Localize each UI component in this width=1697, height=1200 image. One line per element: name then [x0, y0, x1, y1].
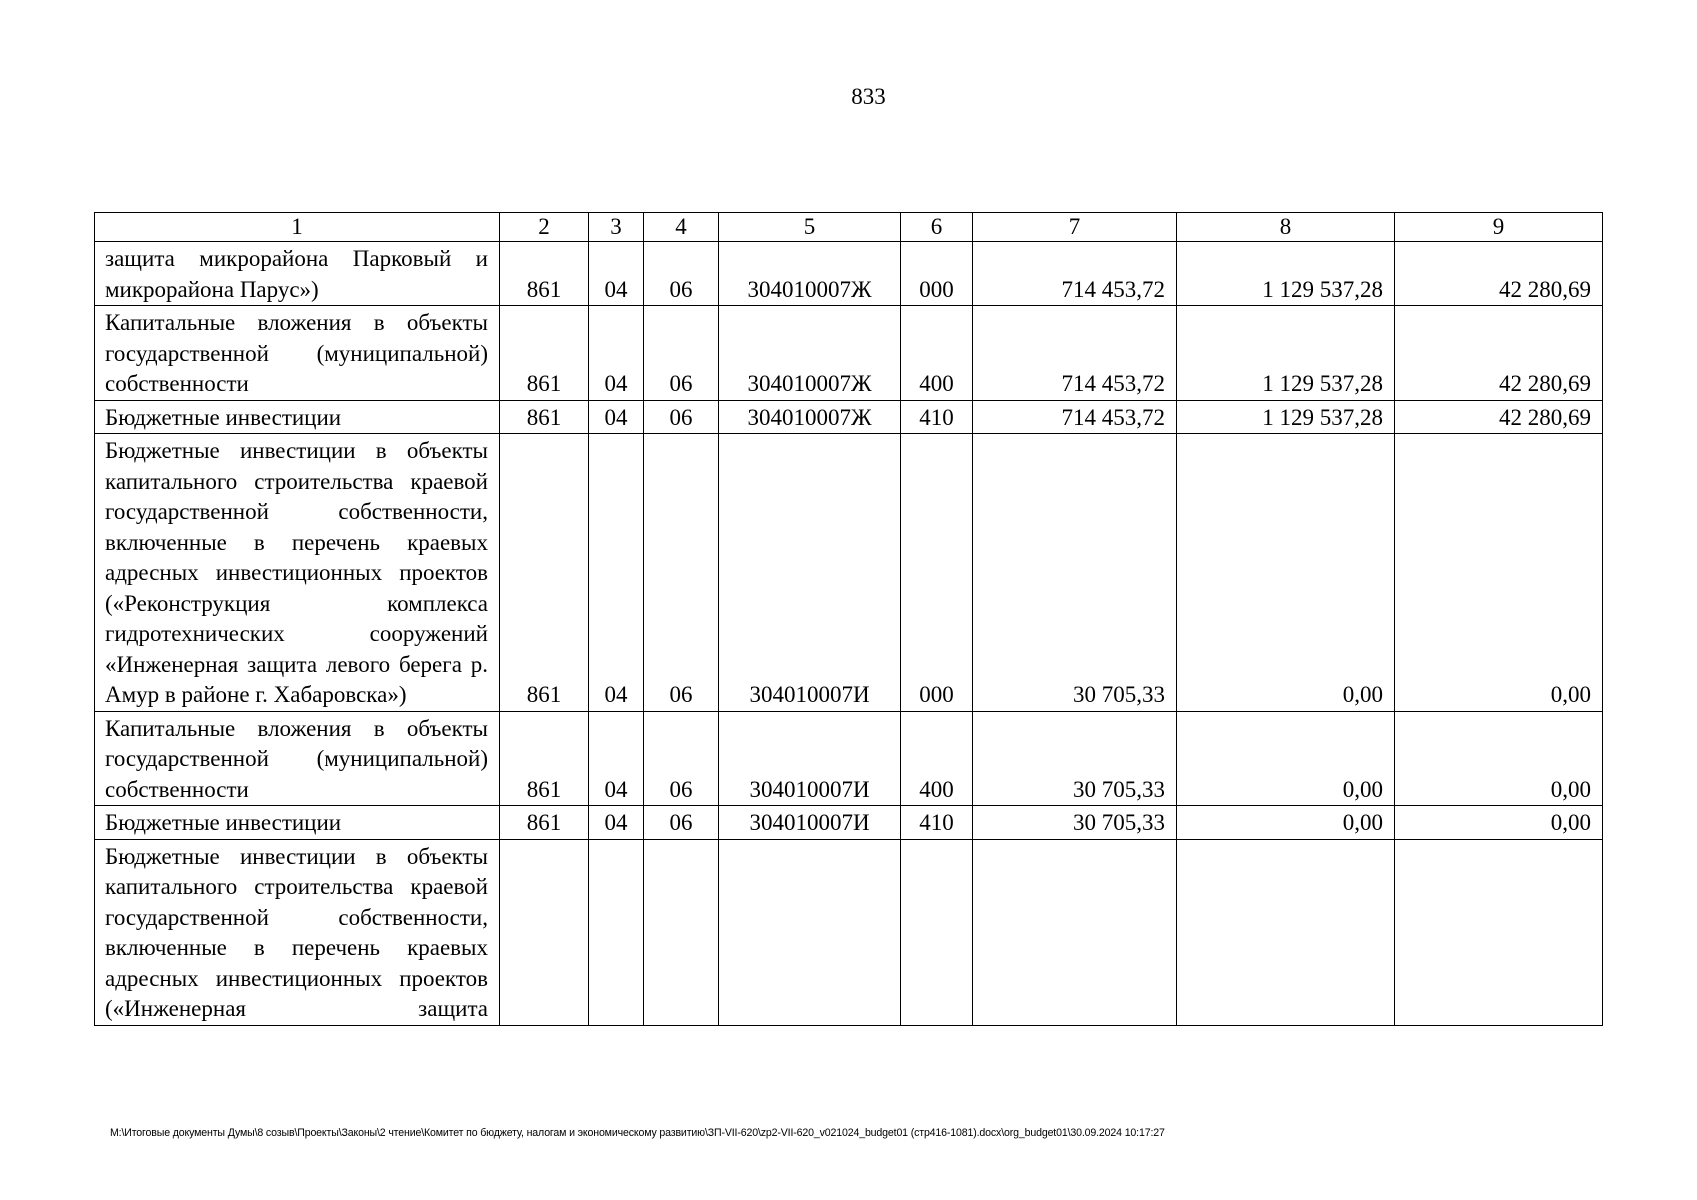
cell-subsection: 06	[644, 806, 719, 840]
row-name-cell: Бюджетные инвестиции в объекты капитального строительства краевой государственной собственности, включенные в перечень краевых адресных инвестиционных проектов («Инженерная защита	[95, 839, 500, 1025]
cell-section	[589, 839, 644, 1025]
cell-ministry: 861	[500, 806, 589, 840]
row-name-cell: Бюджетные инвестиции	[95, 806, 500, 840]
cell-expense-type: 400	[901, 711, 973, 806]
cell-expense-type: 410	[901, 400, 973, 434]
page-number: 833	[851, 84, 886, 109]
column-header: 9	[1395, 213, 1603, 242]
cell-amount-col7: 714 453,72	[973, 400, 1177, 434]
cell-ministry	[500, 839, 589, 1025]
column-header: 1	[95, 213, 500, 242]
table-row	[95, 806, 1603, 840]
row-name-cell: Бюджетные инвестиции	[95, 400, 500, 434]
column-header: 2	[500, 213, 589, 242]
cell-section: 04	[589, 711, 644, 806]
cell-amount-col8: 1 129 537,28	[1177, 306, 1395, 401]
table-row	[95, 839, 1603, 1025]
cell-amount-col7: 30 705,33	[973, 434, 1177, 712]
cell-amount-col7: 30 705,33	[973, 711, 1177, 806]
row-name-cell: Бюджетные инвестиции в объекты капитального строительства краевой государственной собственности, включенные в перечень краевых адресных инвестиционных проектов («Реконструкция комплекса гидротехнических сооружений «Инженерная защита левого берега р. Амур в районе г. Хабаровска»)	[95, 434, 500, 712]
cell-amount-col8: 1 129 537,28	[1177, 242, 1395, 306]
column-header: 6	[901, 213, 973, 242]
cell-expense-type: 000	[901, 242, 973, 306]
cell-amount-col9: 0,00	[1395, 711, 1603, 806]
cell-subsection	[644, 839, 719, 1025]
cell-target-article	[719, 839, 901, 1025]
cell-amount-col8: 0,00	[1177, 434, 1395, 712]
table-row	[95, 306, 1603, 401]
table-row	[95, 434, 1603, 712]
cell-subsection: 06	[644, 306, 719, 401]
cell-amount-col9: 42 280,69	[1395, 400, 1603, 434]
cell-ministry: 861	[500, 306, 589, 401]
cell-ministry: 861	[500, 242, 589, 306]
cell-expense-type: 410	[901, 806, 973, 840]
cell-amount-col7: 714 453,72	[973, 306, 1177, 401]
column-header: 5	[719, 213, 901, 242]
column-header: 8	[1177, 213, 1395, 242]
cell-subsection: 06	[644, 434, 719, 712]
cell-section: 04	[589, 434, 644, 712]
cell-target-article: 304010007Ж	[719, 306, 901, 401]
cell-ministry: 861	[500, 711, 589, 806]
cell-target-article: 304010007Ж	[719, 400, 901, 434]
cell-subsection: 06	[644, 242, 719, 306]
table-row	[95, 242, 1603, 306]
column-header: 3	[589, 213, 644, 242]
cell-amount-col8: 0,00	[1177, 806, 1395, 840]
cell-expense-type	[901, 839, 973, 1025]
cell-ministry: 861	[500, 400, 589, 434]
cell-target-article: 304010007И	[719, 711, 901, 806]
cell-expense-type: 400	[901, 306, 973, 401]
footer-file-path: М:\Итоговые документы Думы\8 созыв\Проекты\Законы\2 чтение\Комитет по бюджету, налогам и экономическому развитию\ЗП-VII-620\zp2-VII-620_v021024_budget01 (стр416-1081).docx\org_budget01\30.09.2024 10:17:27	[110, 1127, 1165, 1139]
cell-section: 04	[589, 306, 644, 401]
cell-amount-col7: 30 705,33	[973, 806, 1177, 840]
cell-amount-col9	[1395, 839, 1603, 1025]
table-row	[95, 400, 1603, 434]
cell-expense-type: 000	[901, 434, 973, 712]
row-name-cell: Капитальные вложения в объекты государственной (муниципальной) собственности	[95, 306, 500, 401]
table-header-row	[95, 213, 1603, 242]
cell-ministry: 861	[500, 434, 589, 712]
cell-section: 04	[589, 242, 644, 306]
cell-section: 04	[589, 806, 644, 840]
budget-table	[94, 212, 1603, 1026]
cell-amount-col8: 0,00	[1177, 711, 1395, 806]
row-name-cell: защита микрорайона Парковый и микрорайона Парус»)	[95, 242, 500, 306]
cell-subsection: 06	[644, 711, 719, 806]
column-header: 7	[973, 213, 1177, 242]
cell-subsection: 06	[644, 400, 719, 434]
cell-target-article: 304010007Ж	[719, 242, 901, 306]
row-name-cell: Капитальные вложения в объекты государственной (муниципальной) собственности	[95, 711, 500, 806]
cell-amount-col9: 0,00	[1395, 434, 1603, 712]
cell-amount-col9: 42 280,69	[1395, 306, 1603, 401]
cell-amount-col9: 0,00	[1395, 806, 1603, 840]
cell-amount-col9: 42 280,69	[1395, 242, 1603, 306]
cell-amount-col8: 1 129 537,28	[1177, 400, 1395, 434]
cell-target-article: 304010007И	[719, 806, 901, 840]
cell-section: 04	[589, 400, 644, 434]
cell-amount-col7	[973, 839, 1177, 1025]
cell-amount-col7: 714 453,72	[973, 242, 1177, 306]
cell-target-article: 304010007И	[719, 434, 901, 712]
cell-amount-col8	[1177, 839, 1395, 1025]
table-row	[95, 711, 1603, 806]
column-header: 4	[644, 213, 719, 242]
